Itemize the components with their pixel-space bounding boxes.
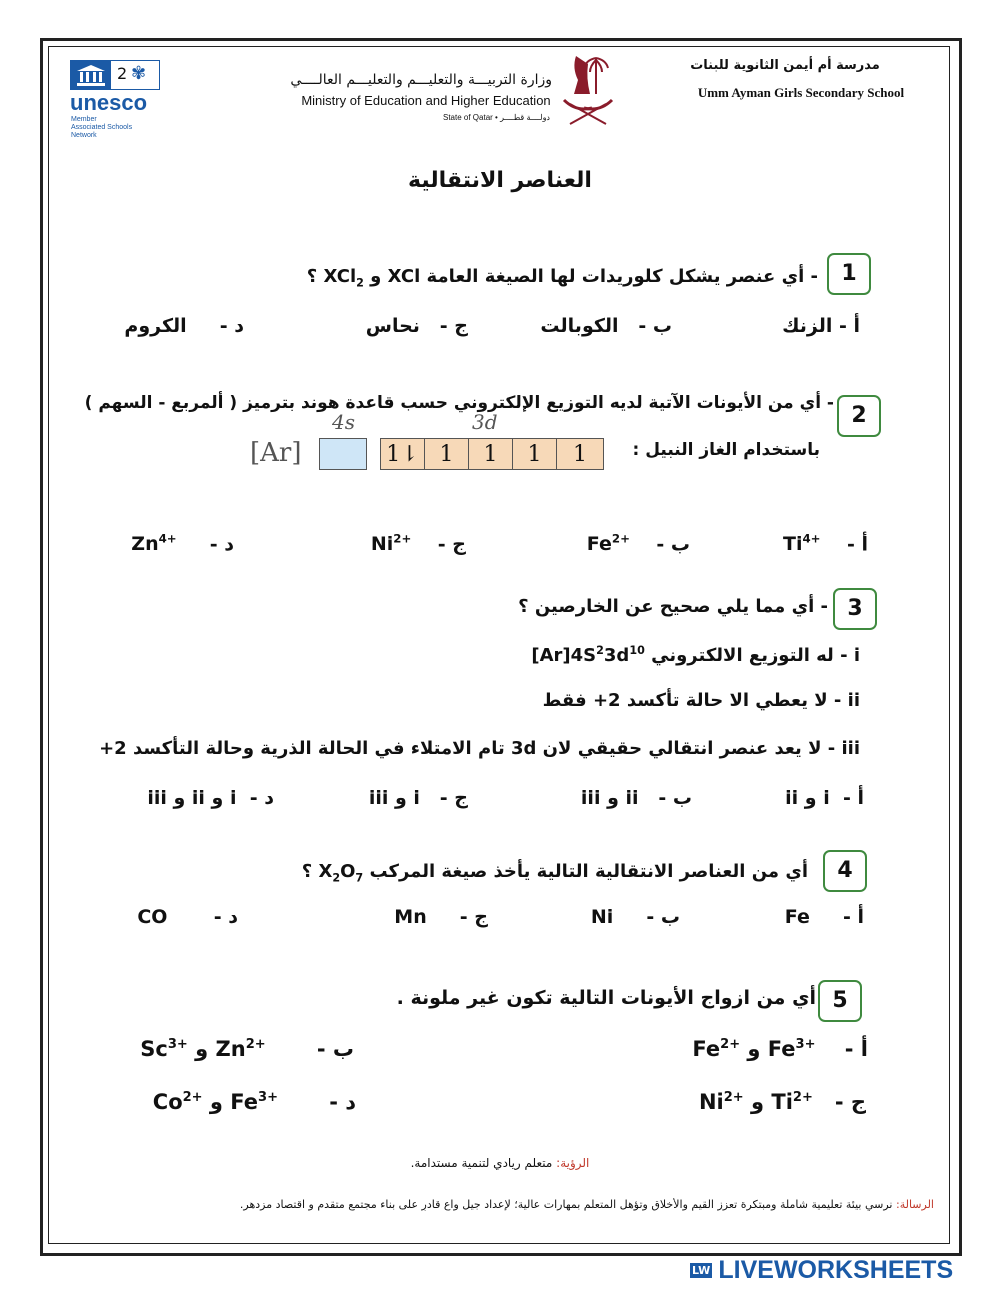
q3-option-b-label: ب -	[658, 787, 692, 809]
q4-option-c-label: ج -	[459, 906, 488, 928]
q2-option-b-label: ب -	[656, 533, 690, 556]
q3-question-text: - أي مما يلي صحيح عن الخارصين ؟	[518, 596, 828, 617]
orbital-3d-box-1: 1⇂	[380, 438, 425, 470]
q5-option-c[interactable]	[699, 1090, 866, 1114]
q4-option-c-text: Mn	[394, 906, 427, 928]
q5-option-a-text: $Fe^{3+}$ و $Fe^{2+}$	[692, 1037, 816, 1061]
orbital-3d-box-4: 1	[512, 438, 557, 470]
state-label: State of Qatar • دولــــة قطــــر	[443, 113, 550, 122]
unesco-logo	[70, 60, 170, 146]
q3-number-box: 3	[833, 588, 877, 630]
mission-text: نرسي بيئة تعليمية شاملة ومبتكرة تعزز القيم والأخلاق وتؤهل المتعلم بمهارات عالية؛ لإعداد جيل واعٍ قادرٍ على بناء مجتمع متقدم و اقتصاد مزدهر.	[239, 1198, 893, 1211]
q2-option-c-ion: $Ni^{2+}$	[370, 532, 412, 556]
ministry-en: Ministry of Education and Higher Education	[301, 93, 551, 108]
q5-option-d[interactable]	[153, 1090, 356, 1114]
orbital-4s-box	[319, 438, 367, 470]
q1-question-text: - أي عنصر يشكل كلوريدات لها الصيغة العامة XCl و XCl$_2$ ؟	[306, 266, 818, 290]
q2-option-a-label: أ -	[846, 533, 868, 556]
q1-option-a-label: أ -	[838, 315, 860, 337]
q5-question-text: أي من ازواج الأيونات التالية تكون غير ملونة .	[396, 987, 816, 1009]
q3-option-c-text: i و iii	[368, 787, 420, 809]
q1-option-d-label: د -	[219, 315, 244, 337]
q1-option-d[interactable]	[124, 315, 244, 337]
unesco-sub2: Associated Schools	[71, 124, 133, 131]
q4-option-d[interactable]	[137, 906, 238, 928]
unesco-name: unesco	[70, 90, 148, 115]
q2-number-box: 2	[837, 395, 881, 437]
q1-number-box: 1	[827, 253, 871, 295]
q5-option-a[interactable]	[692, 1037, 868, 1061]
orbital-3d-box-5: 1	[556, 438, 604, 470]
q5-option-d-text: $Fe^{3+}$ و $Co^{2+}$	[152, 1090, 278, 1114]
unesco-sub1: Member	[71, 116, 97, 123]
q2-option-d-label: د -	[209, 533, 234, 556]
page-title: العناصر الانتقالية	[408, 168, 592, 193]
q3-option-a-label: أ -	[842, 787, 864, 809]
diagram-d-label: 3d	[472, 410, 498, 434]
qatar-emblem-icon	[556, 50, 620, 128]
q2-option-a-ion: $Ti^{4+}$	[782, 532, 821, 556]
liveworksheets-brand[interactable]	[690, 1256, 953, 1286]
q5-option-a-label: أ -	[844, 1037, 868, 1061]
q2-option-a[interactable]	[783, 532, 868, 555]
q3-option-c-label: ج -	[439, 787, 468, 809]
q5-option-c-label: ج -	[834, 1090, 866, 1114]
q2-option-b-ion: $Fe^{2+}$	[586, 532, 630, 556]
q3-option-c[interactable]	[369, 787, 468, 809]
q4-option-a-text: Fe	[784, 906, 810, 928]
q1-option-c-text: نحاس	[365, 315, 420, 337]
q3-option-b[interactable]	[581, 787, 692, 809]
q4-number-box: 4	[823, 850, 867, 892]
school-name-en: Umm Ayman Girls Secondary School	[697, 85, 905, 100]
vision-text: متعلم ريادي لتنمية مستدامة.	[410, 1156, 553, 1170]
q2-option-c-label: ج -	[437, 533, 466, 556]
mission-line	[60, 1198, 934, 1211]
brand-name: LIVEWORKSHEETS	[718, 1256, 954, 1284]
q2-option-d[interactable]	[131, 532, 234, 555]
q3-statement-ii: ii - لا يعطي الا حالة تأكسد 2+ فقط	[542, 690, 860, 711]
q4-option-d-text: CO	[137, 906, 168, 928]
mission-label: الرسالة:	[895, 1198, 934, 1211]
q1-option-b[interactable]	[540, 315, 672, 337]
q4-question-text: أي من العناصر الانتقالية التالية يأخذ صيغة المركب $X_2O_7$ ؟	[301, 861, 808, 885]
temple-icon	[71, 61, 111, 89]
q2-question-text: - أي من الأيونات الآتية لديه التوزيع الإلكتروني حسب قاعدة هوند بترميز ( ألمربع - السهم )	[84, 393, 834, 413]
q5-option-b-text: $Zn^{2+}$ و $Sc^{3+}$	[140, 1037, 266, 1061]
orbital-3d-box-3: 1	[468, 438, 513, 470]
q5-option-d-label: د -	[329, 1090, 356, 1114]
q4-option-a-label: أ -	[842, 906, 864, 928]
q4-option-b[interactable]	[591, 906, 680, 928]
diagram-core: [Ar]	[250, 438, 302, 468]
q4-option-b-label: ب -	[646, 906, 680, 928]
q3-option-d-label: د -	[249, 787, 274, 809]
school-name-ar: مدرسة أم أيمن الثانوية للبنات	[690, 58, 880, 73]
unesco-sub3: Network	[71, 132, 97, 139]
q1-option-c[interactable]	[366, 315, 468, 337]
q5-option-b-label: ب -	[316, 1037, 354, 1061]
q3-option-d[interactable]	[147, 787, 274, 809]
q3-statement-iii: iii - لا يعد عنصر انتقالي حقيقي لان 3d تام الامتلاء في الحالة الذرية وحالة التأكسد 2+	[99, 738, 860, 759]
unesco-box	[70, 60, 160, 90]
q4-option-a[interactable]	[785, 906, 864, 928]
orbital-3d-box-2: 1	[424, 438, 469, 470]
q4-option-c[interactable]	[394, 906, 488, 928]
q5-option-b[interactable]	[140, 1037, 354, 1061]
ministry-ar: وزارة التربيـــة والتعليـــم والتعليـــم العالــــي	[290, 72, 552, 88]
q3-option-a[interactable]	[785, 787, 864, 809]
q2-option-b[interactable]	[587, 532, 690, 555]
q4-option-b-text: Ni	[590, 906, 614, 928]
q1-option-c-label: ج -	[439, 315, 468, 337]
q1-option-a[interactable]	[782, 315, 860, 337]
vision-label: الرؤية:	[556, 1156, 590, 1170]
q1-option-b-text: الكوبالت	[540, 315, 619, 337]
q3-option-d-text: i و ii و iii	[147, 787, 237, 809]
diagram-s-label: 4s	[332, 410, 355, 434]
q1-option-d-text: الكروم	[124, 315, 187, 337]
q3-option-a-text: i و ii	[785, 787, 830, 809]
q5-option-c-text: $Ti^{2+}$ و $Ni^{2+}$	[698, 1090, 813, 1114]
q2-noble-gas-text: باستخدام الغاز النبيل :	[632, 440, 820, 460]
brand-logo-icon: LW	[692, 1264, 711, 1277]
network-icon: ✾	[131, 63, 147, 84]
electron-diagram	[240, 410, 610, 476]
q3-statement-i: i - له التوزيع الالكتروني $[Ar]4S^23d^{10}$	[531, 644, 860, 666]
q4-option-d-label: د -	[213, 906, 238, 928]
q2-option-d-ion: $Zn^{4+}$	[131, 532, 177, 556]
unesco-number: 2	[117, 64, 128, 83]
q2-option-c[interactable]	[371, 532, 466, 555]
q5-number-box: 5	[818, 980, 862, 1022]
q1-option-a-text: الزنك	[782, 315, 833, 337]
q1-option-b-label: ب -	[638, 315, 672, 337]
vision-line	[250, 1156, 750, 1170]
q3-option-b-text: ii و iii	[580, 787, 639, 809]
